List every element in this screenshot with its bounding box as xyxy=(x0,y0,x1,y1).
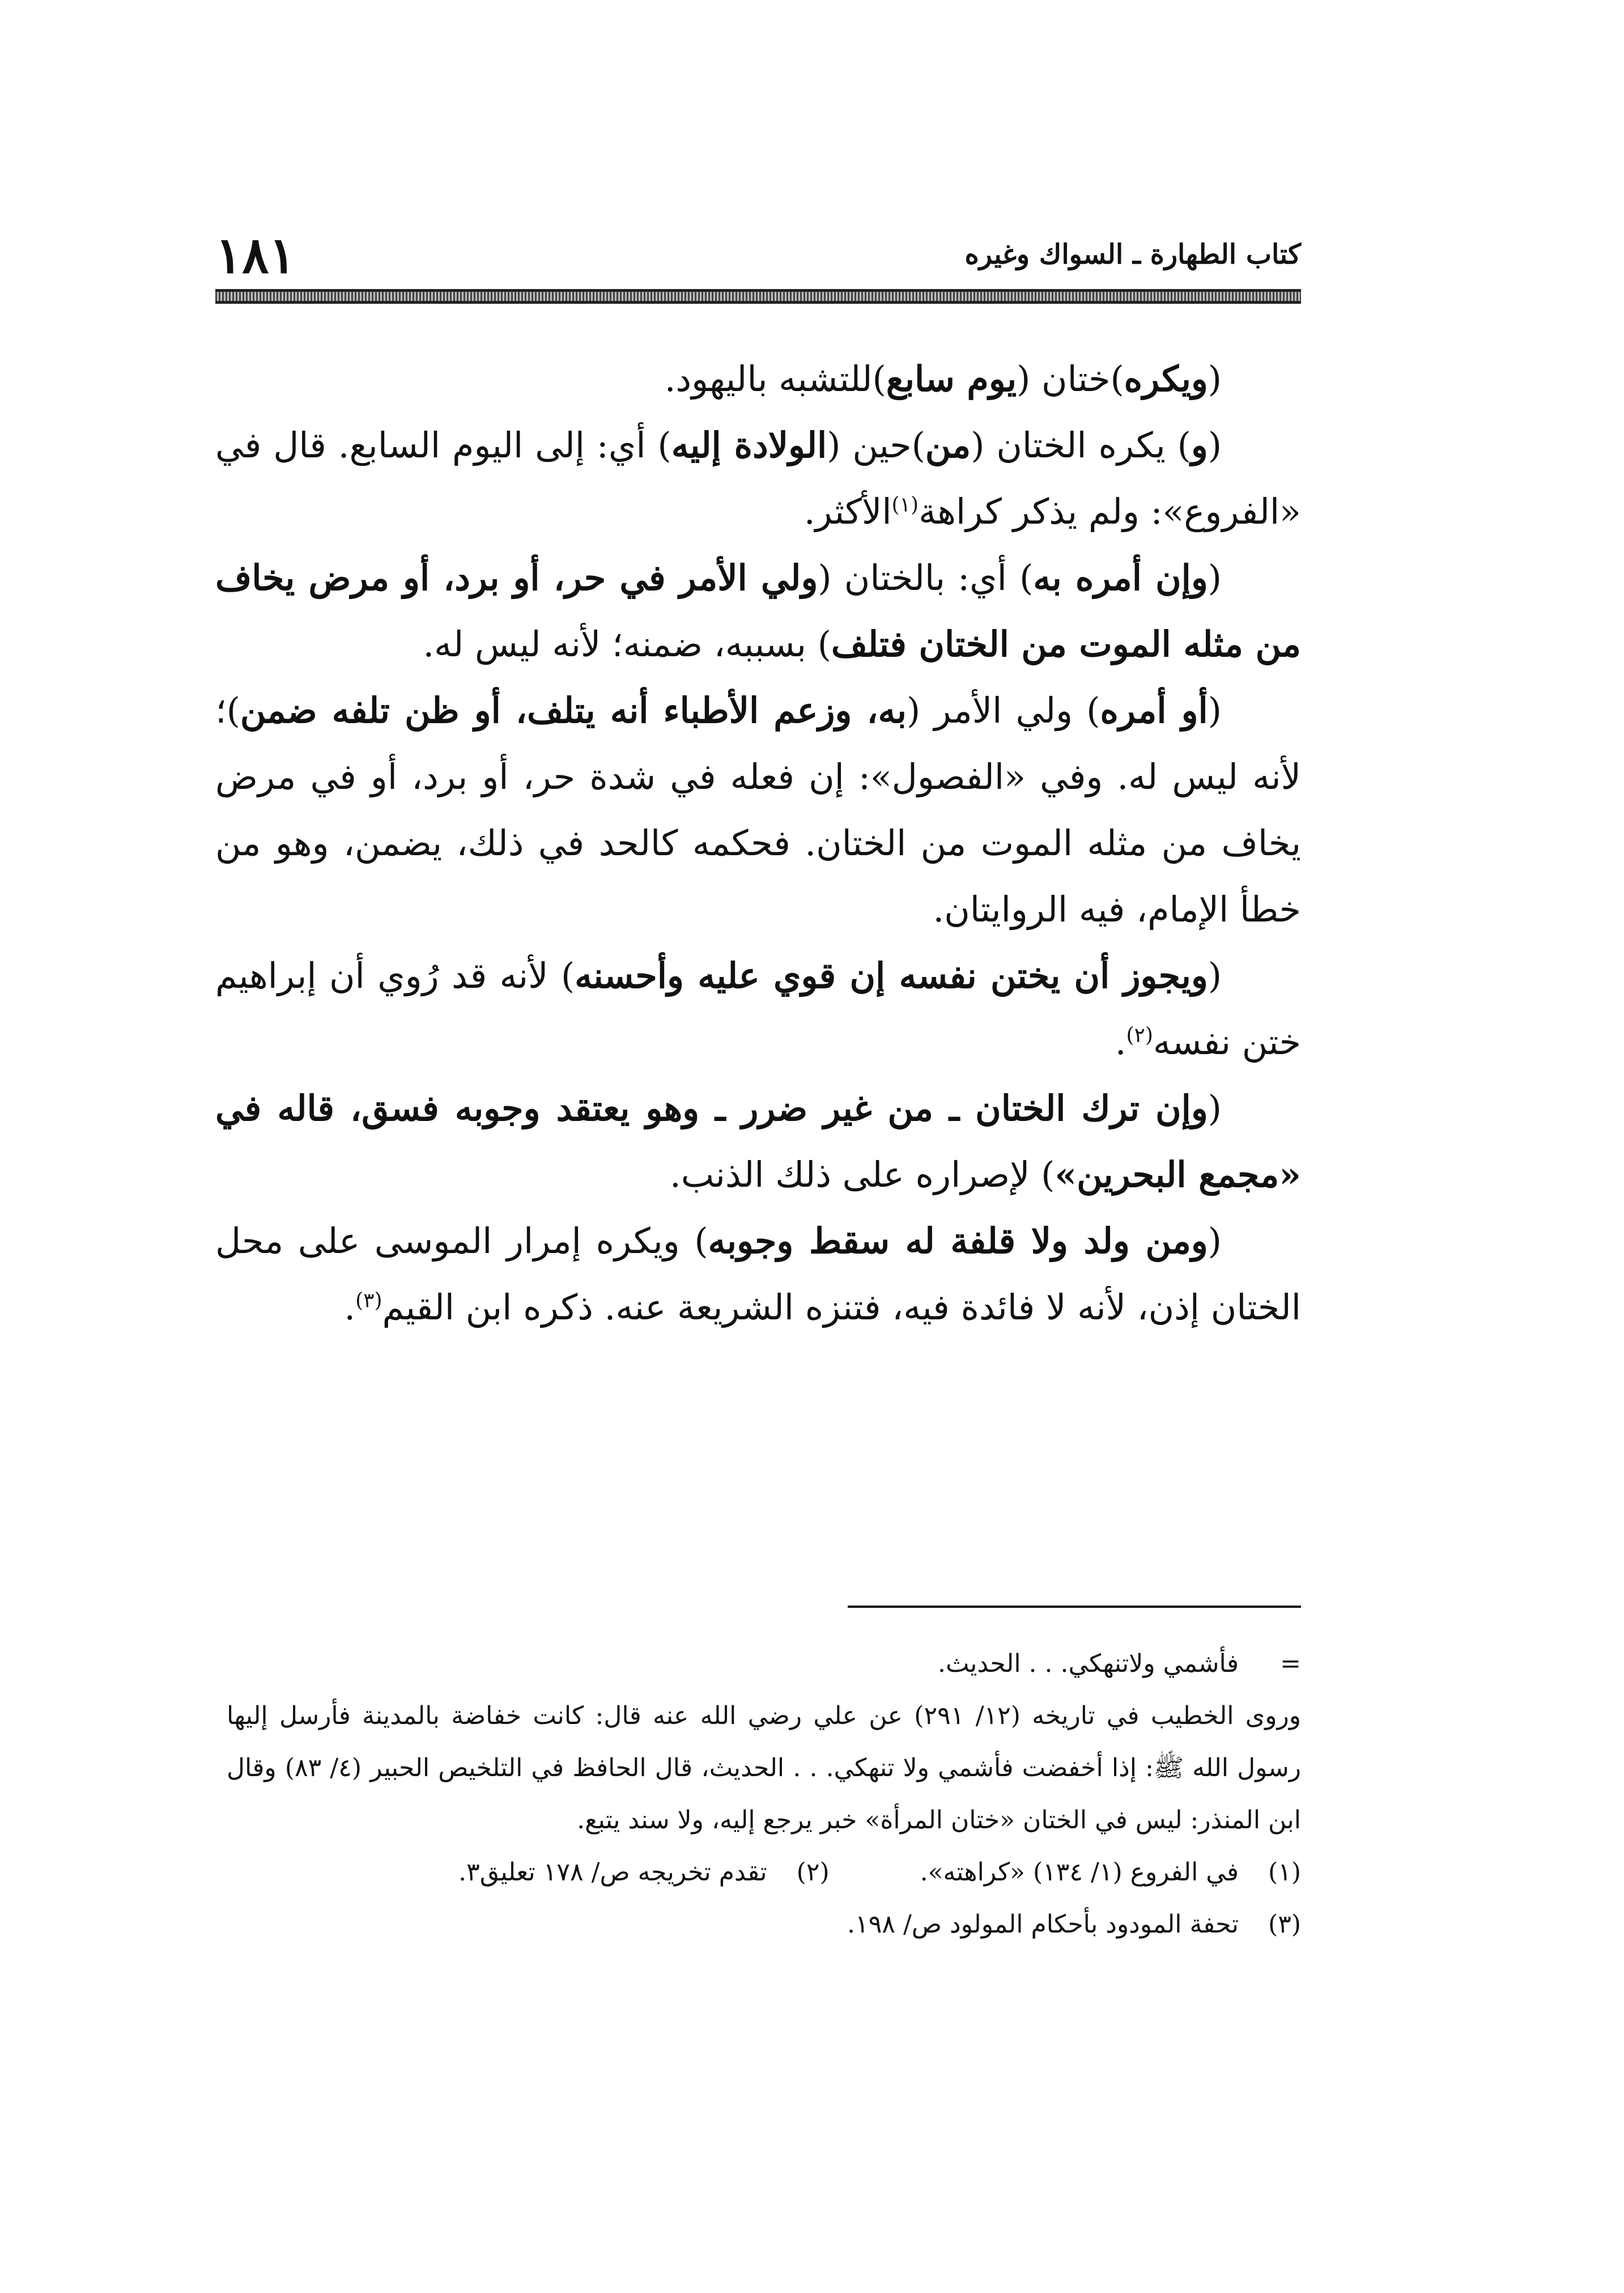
footnote-3 xyxy=(227,1899,1301,1951)
continuation-first-line: فأشمي ولاتنهكي. . . الحديث. xyxy=(937,1649,1239,1678)
running-title: كتاب الطهارة ـ السواك وغيره xyxy=(964,239,1301,270)
paragraph-2: (و) يكره الختان (من)حين (الولادة إليه) أي: إلى اليوم السابع. قال في «الفروع»: ولم يذكر كراهة$^{(١)}$الأكثر. xyxy=(215,424,1301,532)
header-rule xyxy=(215,289,1301,304)
paragraph-6: (وإن ترك الختان ـ من غير ضرر ـ وهو يعتقد وجوبه فسق، قاله في «مجمع البحرين») لإصراره على ذلك الذنب. xyxy=(215,1088,1301,1195)
footnote-1-text: في الفروع (١/ ١٣٤) «كراهته». xyxy=(920,1858,1239,1887)
paragraph-4: (أو أمره) ولي الأمر (به، وزعم الأطباء أنه يتلف، أو ظن تلفه ضمن)؛ لأنه ليس له. وفي «الفصول»: إن فعله في شدة حر، أو برد، أو في مرض يخاف من مثله الموت من الختان. فحكمه كالحد في ذلك، يضمن، وهو من خطأ الإمام، فيه الروايتان. xyxy=(215,690,1301,930)
continuation-text: وروى الخطيب في تاريخه (١٢/ ٢٩١) عن علي رضي الله عنه قال: كانت خفاضة بالمدينة فأرسل إليها رسول الله ﷺ: إذا أخفضت فأشمي ولا تنهكي. . . الحديث، قال الحافظ في التلخيص الحبير (٤/ ٨٣) وقال ابن المنذر: ليس في الختان «ختان المرأة» خبر يرجع إليه، ولا سند يتبع. xyxy=(227,1701,1302,1835)
footnote-1-2-line xyxy=(227,1846,1301,1899)
footnote-ref-2: (٢) xyxy=(1126,1024,1153,1047)
footnote-3-marker: (٣) xyxy=(1268,1910,1301,1939)
footnote-ref-1: (١) xyxy=(891,493,919,517)
footnote-3-text: تحفة المودود بأحكام المولود ص/ ١٩٨. xyxy=(847,1910,1239,1939)
paragraph-7: (ومن ولد ولا قلفة له سقط وجوبه) ويكره إمرار الموسى على محل الختان إذن، لأنه لا فائدة فيه، فتنزه الشريعة عنه. ذكره ابن القيم$^{(٣)}$. xyxy=(215,1220,1301,1328)
footnote-continuation xyxy=(227,1638,1301,1690)
footnote-2-text: تقدم تخريجه ص/ ١٧٨ تعليق٣. xyxy=(458,1858,767,1887)
footnote-separator xyxy=(848,1606,1301,1608)
footnote-2-marker: (٢) xyxy=(796,1858,830,1887)
paragraph-1: (ويكره)ختان (يوم سابع)للتشبه باليهود. xyxy=(664,358,1222,400)
footnote-ref-3: (٣) xyxy=(355,1289,382,1313)
page-number: ١٨١ xyxy=(215,226,296,284)
footnote-1-marker: (١) xyxy=(1268,1858,1301,1887)
paragraph-3: (وإن أمره به) أي: بالختان (ولي الأمر في حر، أو برد، أو مرض يخاف من مثله الموت من الختان فتلف) بسببه، ضمنه؛ لأنه ليس له. xyxy=(215,557,1301,665)
main-text xyxy=(215,346,1301,1340)
page-header xyxy=(215,227,1301,283)
footnotes xyxy=(227,1638,1301,1951)
paragraph-5: (ويجوز أن يختن نفسه إن قوي عليه وأحسنه) لأنه قد رُوي أن إبراهيم ختن نفسه$^{(٢)}$. xyxy=(215,955,1301,1063)
continuation-marker: = xyxy=(1280,1649,1301,1678)
